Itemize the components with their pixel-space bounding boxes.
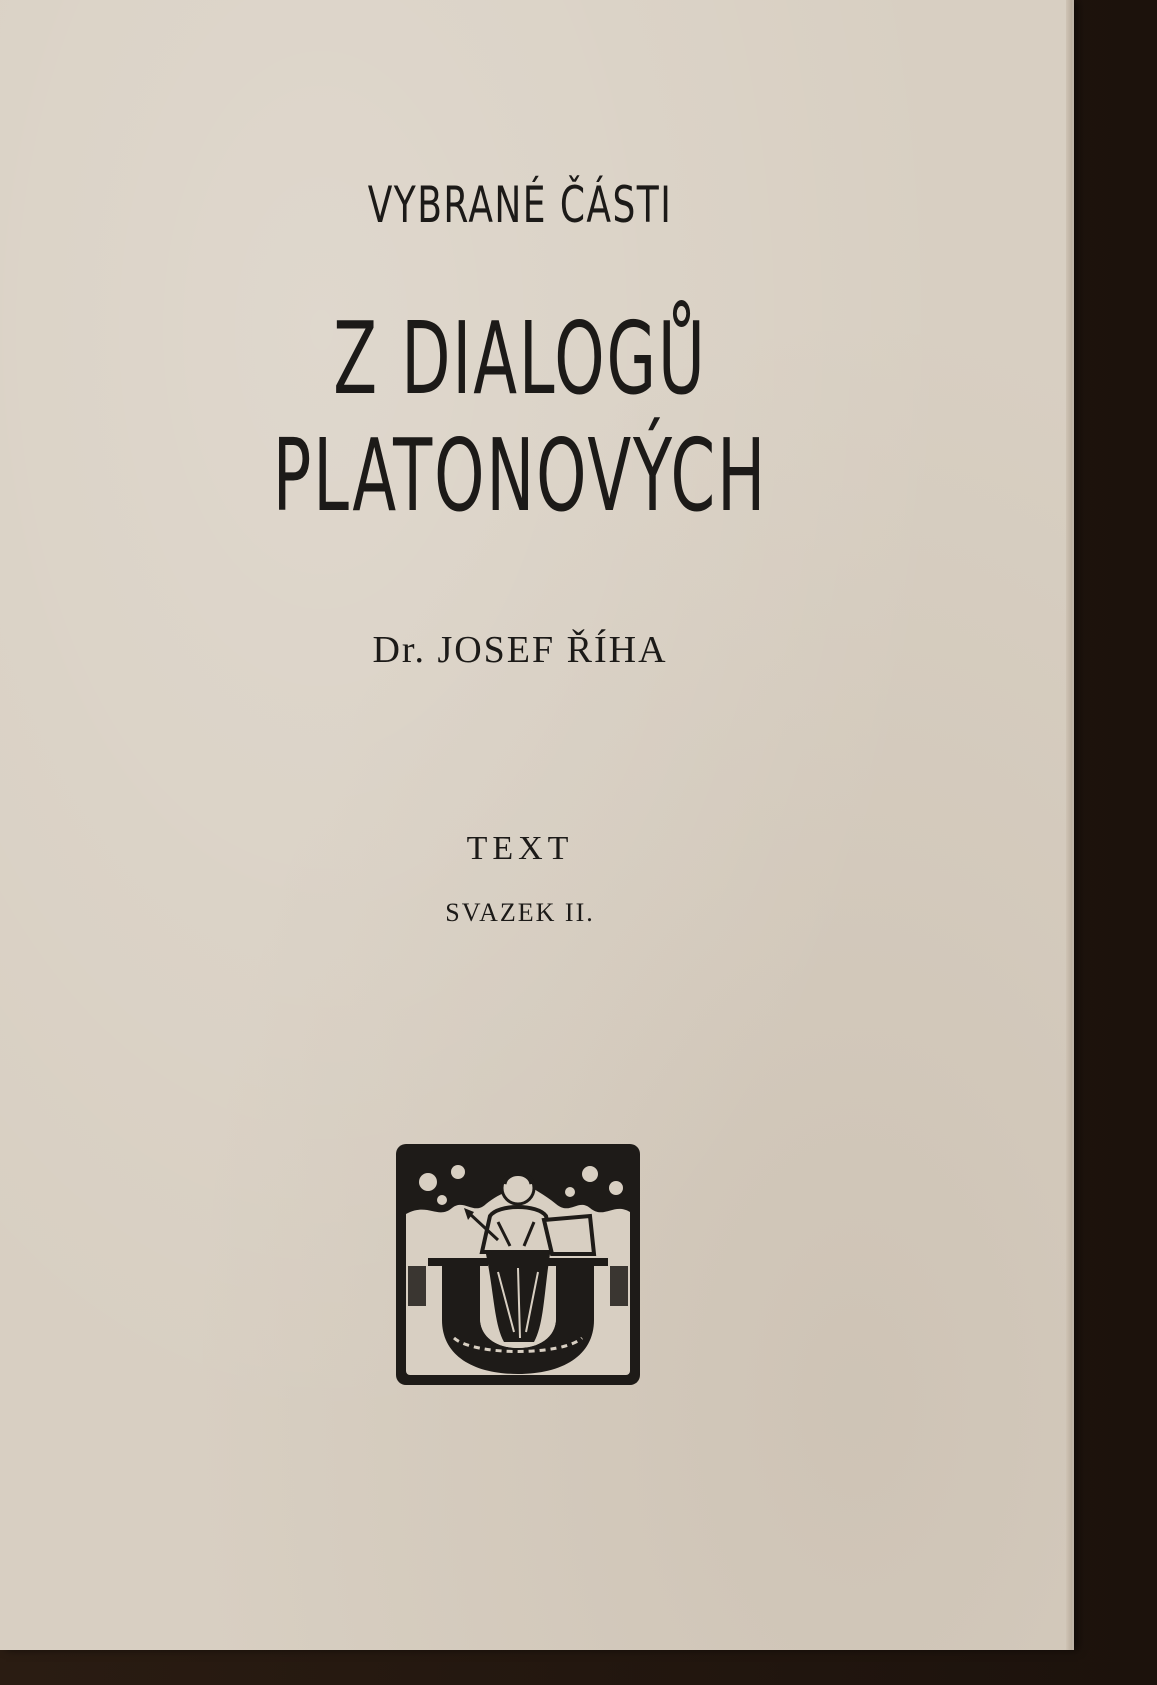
page-edge [1066,0,1072,1650]
title-line-1: VYBRANÉ ČÁSTI [367,176,673,234]
section-label: TEXT [466,830,574,867]
author-name: Dr. JOSEF ŘÍHA [372,629,668,671]
publisher-emblem-icon [394,1142,642,1387]
title-line-2: Z DIALOGŮ PLATONOVÝCH [272,300,768,534]
volume-label: SVAZEK II. [445,898,595,927]
